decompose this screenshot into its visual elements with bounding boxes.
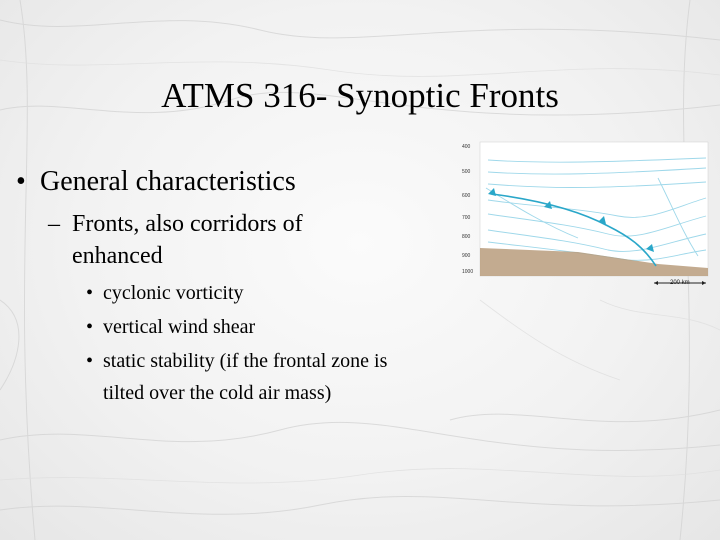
bullet-level3-line: tilted over the cold air mass) (103, 382, 332, 404)
pressure-label: 1000 (462, 269, 474, 275)
bullet-level2-text (72, 208, 372, 272)
dash-marker: – (48, 211, 60, 237)
bullet-level3-text (103, 345, 387, 409)
bullet-level2-line: enhanced (72, 243, 163, 269)
slide-title: ATMS 316- Synoptic Fronts (161, 76, 559, 115)
bullet-marker: • (86, 350, 94, 372)
bullet-level3-text: cyclonic vorticity (103, 282, 244, 304)
pressure-label: 400 (462, 144, 471, 150)
pressure-label: 700 (462, 215, 471, 221)
pressure-label: 800 (462, 234, 471, 240)
bullet-level3-line: static stability (if the frontal zone is (103, 350, 388, 372)
pressure-label: 600 (462, 193, 471, 199)
bullet-level1 (16, 165, 296, 199)
frontal-cross-section-figure (458, 138, 714, 290)
pressure-label: 500 (462, 169, 471, 175)
scale-label: 200 km (670, 280, 690, 286)
bullet-marker: • (86, 282, 94, 304)
bullet-level1-text: General characteristics (40, 166, 296, 197)
bullet-marker: • (16, 166, 26, 197)
bullet-level2-line: Fronts, also corridors of (72, 211, 303, 237)
bullet-level3-text: vertical wind shear (103, 316, 256, 338)
bullet-marker: • (86, 316, 94, 338)
pressure-label: 900 (462, 253, 471, 259)
